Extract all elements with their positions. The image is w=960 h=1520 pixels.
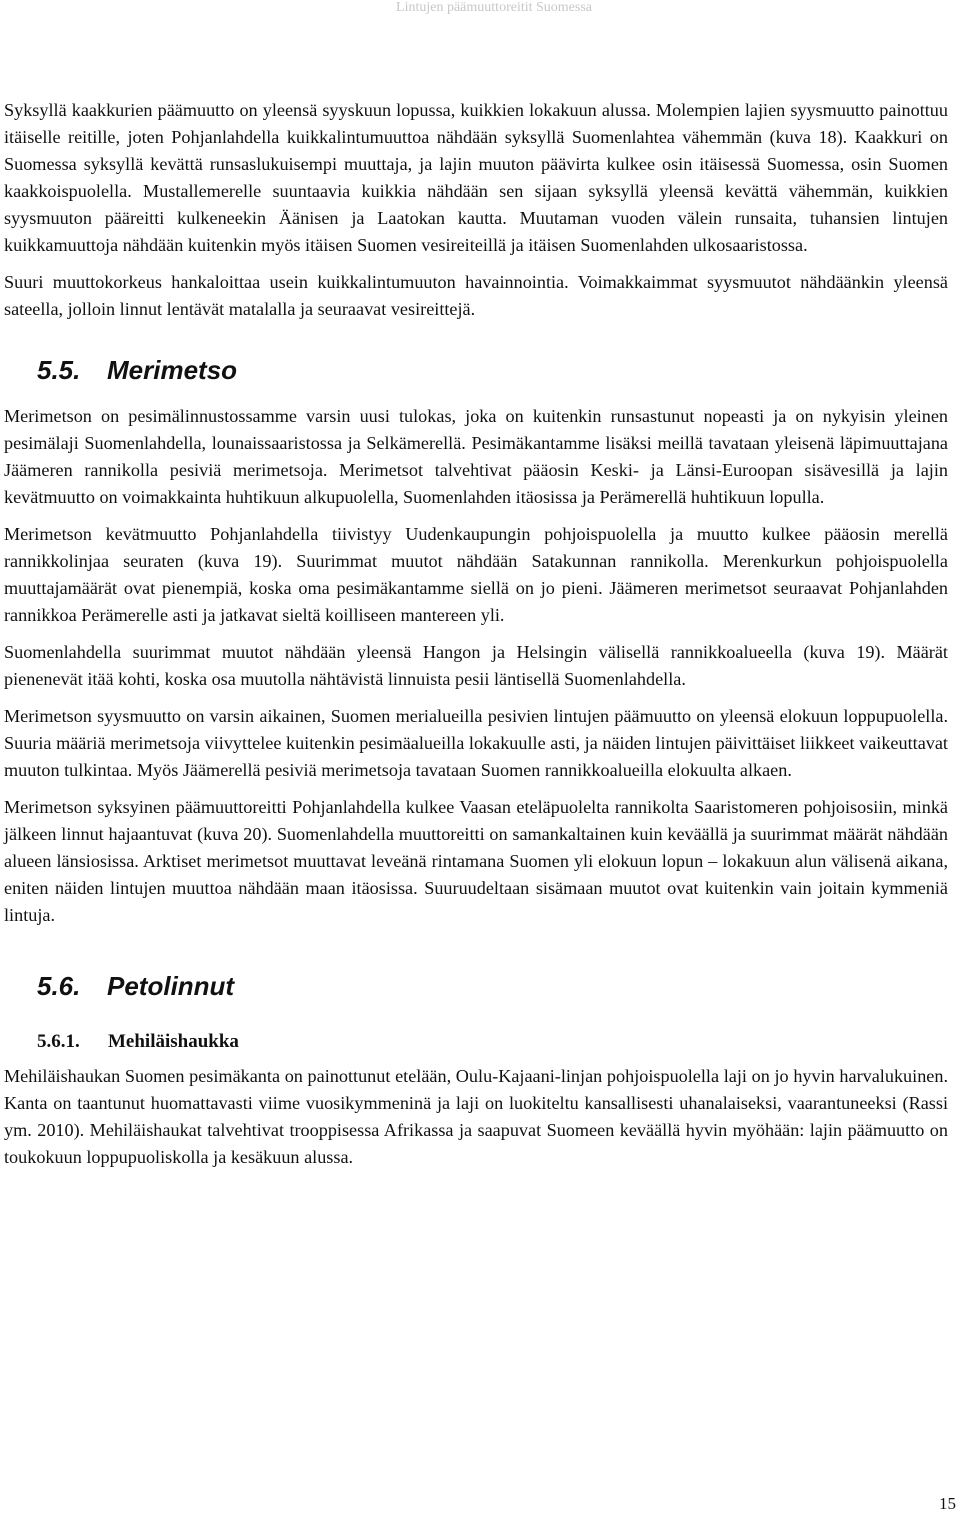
mehilaishaukka-paragraph-1: Mehiläishaukan Suomen pesimäkanta on painottunut etelään, Oulu-Kajaani-linjan pohjoispuolella laji on jo hyvin harvalukuinen. Kanta on taantunut huomattavasti viime vuosikymmeninä ja laji on luokiteltu kansallisesti uhanalaiseksi, vaarantuneeksi (Rassi ym. 2010). Mehiläishaukat talvehtivat trooppisessa Afrikassa ja saapuvat Suomeen keväällä hyvin myöhään: lajin päämuutto on toukokuun loppupuoliskolla ja kesäkuun alussa. [4,1066,948,1167]
merimetso-paragraph-4: Merimetson syysmuutto on varsin aikainen, Suomen merialueilla pesivien lintujen päämuutto on yleensä elokuun loppupuolella. Suuria määriä merimetsoja viivyttelee kuitenkin pesimäalueilla lokakuulle asti, ja näiden lintujen päivittäiset liikkeet vaikeuttavat muuton tulkintaa. Myös Jäämerellä pesiviä merimetsoja tavataan Suomen rannikkoalueilla elokuulta alkaen. [4,706,948,780]
intro-paragraph-2: Suuri muuttokorkeus hankaloittaa usein kuikkalintumuuton havainnointia. Voimakkaimmat syysmuutot nähdäänkin yleensä sateella, jolloin linnut lentävät matalalla ja seuraavat vesireittejä. [4,272,948,319]
subsection-title: Mehiläishaukka [108,1031,239,1052]
section-heading-merimetso [4,355,948,385]
page-number: 15 [939,1494,956,1513]
running-header: Lintujen päämuuttoreitit Suomessa [396,0,592,15]
intro-paragraph-1: Syksyllä kaakkurien päämuutto on yleensä syyskuun lopussa, kuikkien lokakuun alussa. Molempien lajien syysmuutto painottuu itäiselle reitille, joten Pohjanlahdella kuikkalintumuuttoa nähdään syksyllä Suomenlahtea vähemmän (kuva 18). Kaakkuri on Suomessa syksyllä kevättä runsaslukuisempi muuttaja, ja lajin muuton päävirta kulkee osin itäisessä Suomessa, osin Suomen kaakkoispuolella. Mustallemerelle suuntaavia kuikkia nähdään sen sijaan syksyllä yleensä kevättä vähemmän, kuikkien syysmuuton pääreitti kulkeneekin Äänisen ja Laatokan kautta. Muutaman vuoden välein runsaita, tuhansien lintujen kuikkamuuttoja nähdään kuitenkin myös itäisen Suomen vesireiteillä ja itäisen Suomenlahden ulkosaaristossa. [4,100,948,255]
subsection-number: 5.6.1. [37,1031,80,1052]
section-heading-petolinnut [4,971,948,1001]
document-body [4,97,948,1181]
section-number: 5.5. [37,355,81,385]
section-number: 5.6. [37,971,81,1001]
subsection-heading-mehilaishaukka [4,1029,948,1055]
merimetso-paragraph-2: Merimetson kevätmuutto Pohjanlahdella tiivistyy Uudenkaupungin pohjoispuolella ja muutto kulkee pääosin merellä rannikkolinjaa seuraten (kuva 19). Suurimmat muutot nähdään Satakunnan rannikolla. Merenkurkun pohjoispuolella muuttajamäärät ovat pienempiä, koska oma pesimäkantamme siellä on jo pieni. Jäämeren merimetsot seuraavat Pohjanlahden rannikkoa Perämerelle asti ja jatkavat sieltä koilliseen mantereen yli. [4,524,948,625]
merimetso-paragraph-1: Merimetson on pesimälinnustossamme varsin uusi tulokas, joka on kuitenkin runsastunut nopeasti ja on nykyisin yleinen pesimälaji Suomenlahdella, lounaissaaristossa ja Selkämerellä. Pesimäkantamme lisäksi meillä tavataan yleisenä läpimuuttajana Jäämeren rannikolla pesiviä merimetsoja. Merimetsot talvehtivat pääosin Keski- ja Länsi-Euroopan sisävesillä ja lajin kevätmuutto on voimakkainta huhtikuun alkupuolella, Suomenlahden itäosissa ja Perämerellä huhtikuun lopulla. [4,406,948,507]
merimetso-paragraph-5: Merimetson syksyinen päämuuttoreitti Pohjanlahdella kulkee Vaasan eteläpuolelta rannikolta Saaristomeren pohjoisosiin, minkä jälkeen linnut hajaantuvat (kuva 20). Suomenlahdella muuttoreitti on samankaltainen kuin keväällä ja suurimmat määrät nähdään alueen länsiosissa. Arktiset merimetsot muuttavat leveänä rintamana Suomen yli elokuun lopun – lokakuun alun välisenä aikana, eniten näiden lintujen muuttoa nähdään maan itäosissa. Suuruudeltaan sisämaan muutot ovat kuitenkin vain joitain kymmeniä lintuja. [4,797,948,925]
merimetso-paragraph-3: Suomenlahdella suurimmat muutot nähdään yleensä Hangon ja Helsingin välisellä rannikkoalueella (kuva 19). Määrät pienenevät itää kohti, koska osa muutolla nähtävistä linnuista pesii läntisellä Suomenlahdella. [4,642,948,689]
section-title: Petolinnut [107,971,235,1001]
section-title: Merimetso [107,355,238,385]
